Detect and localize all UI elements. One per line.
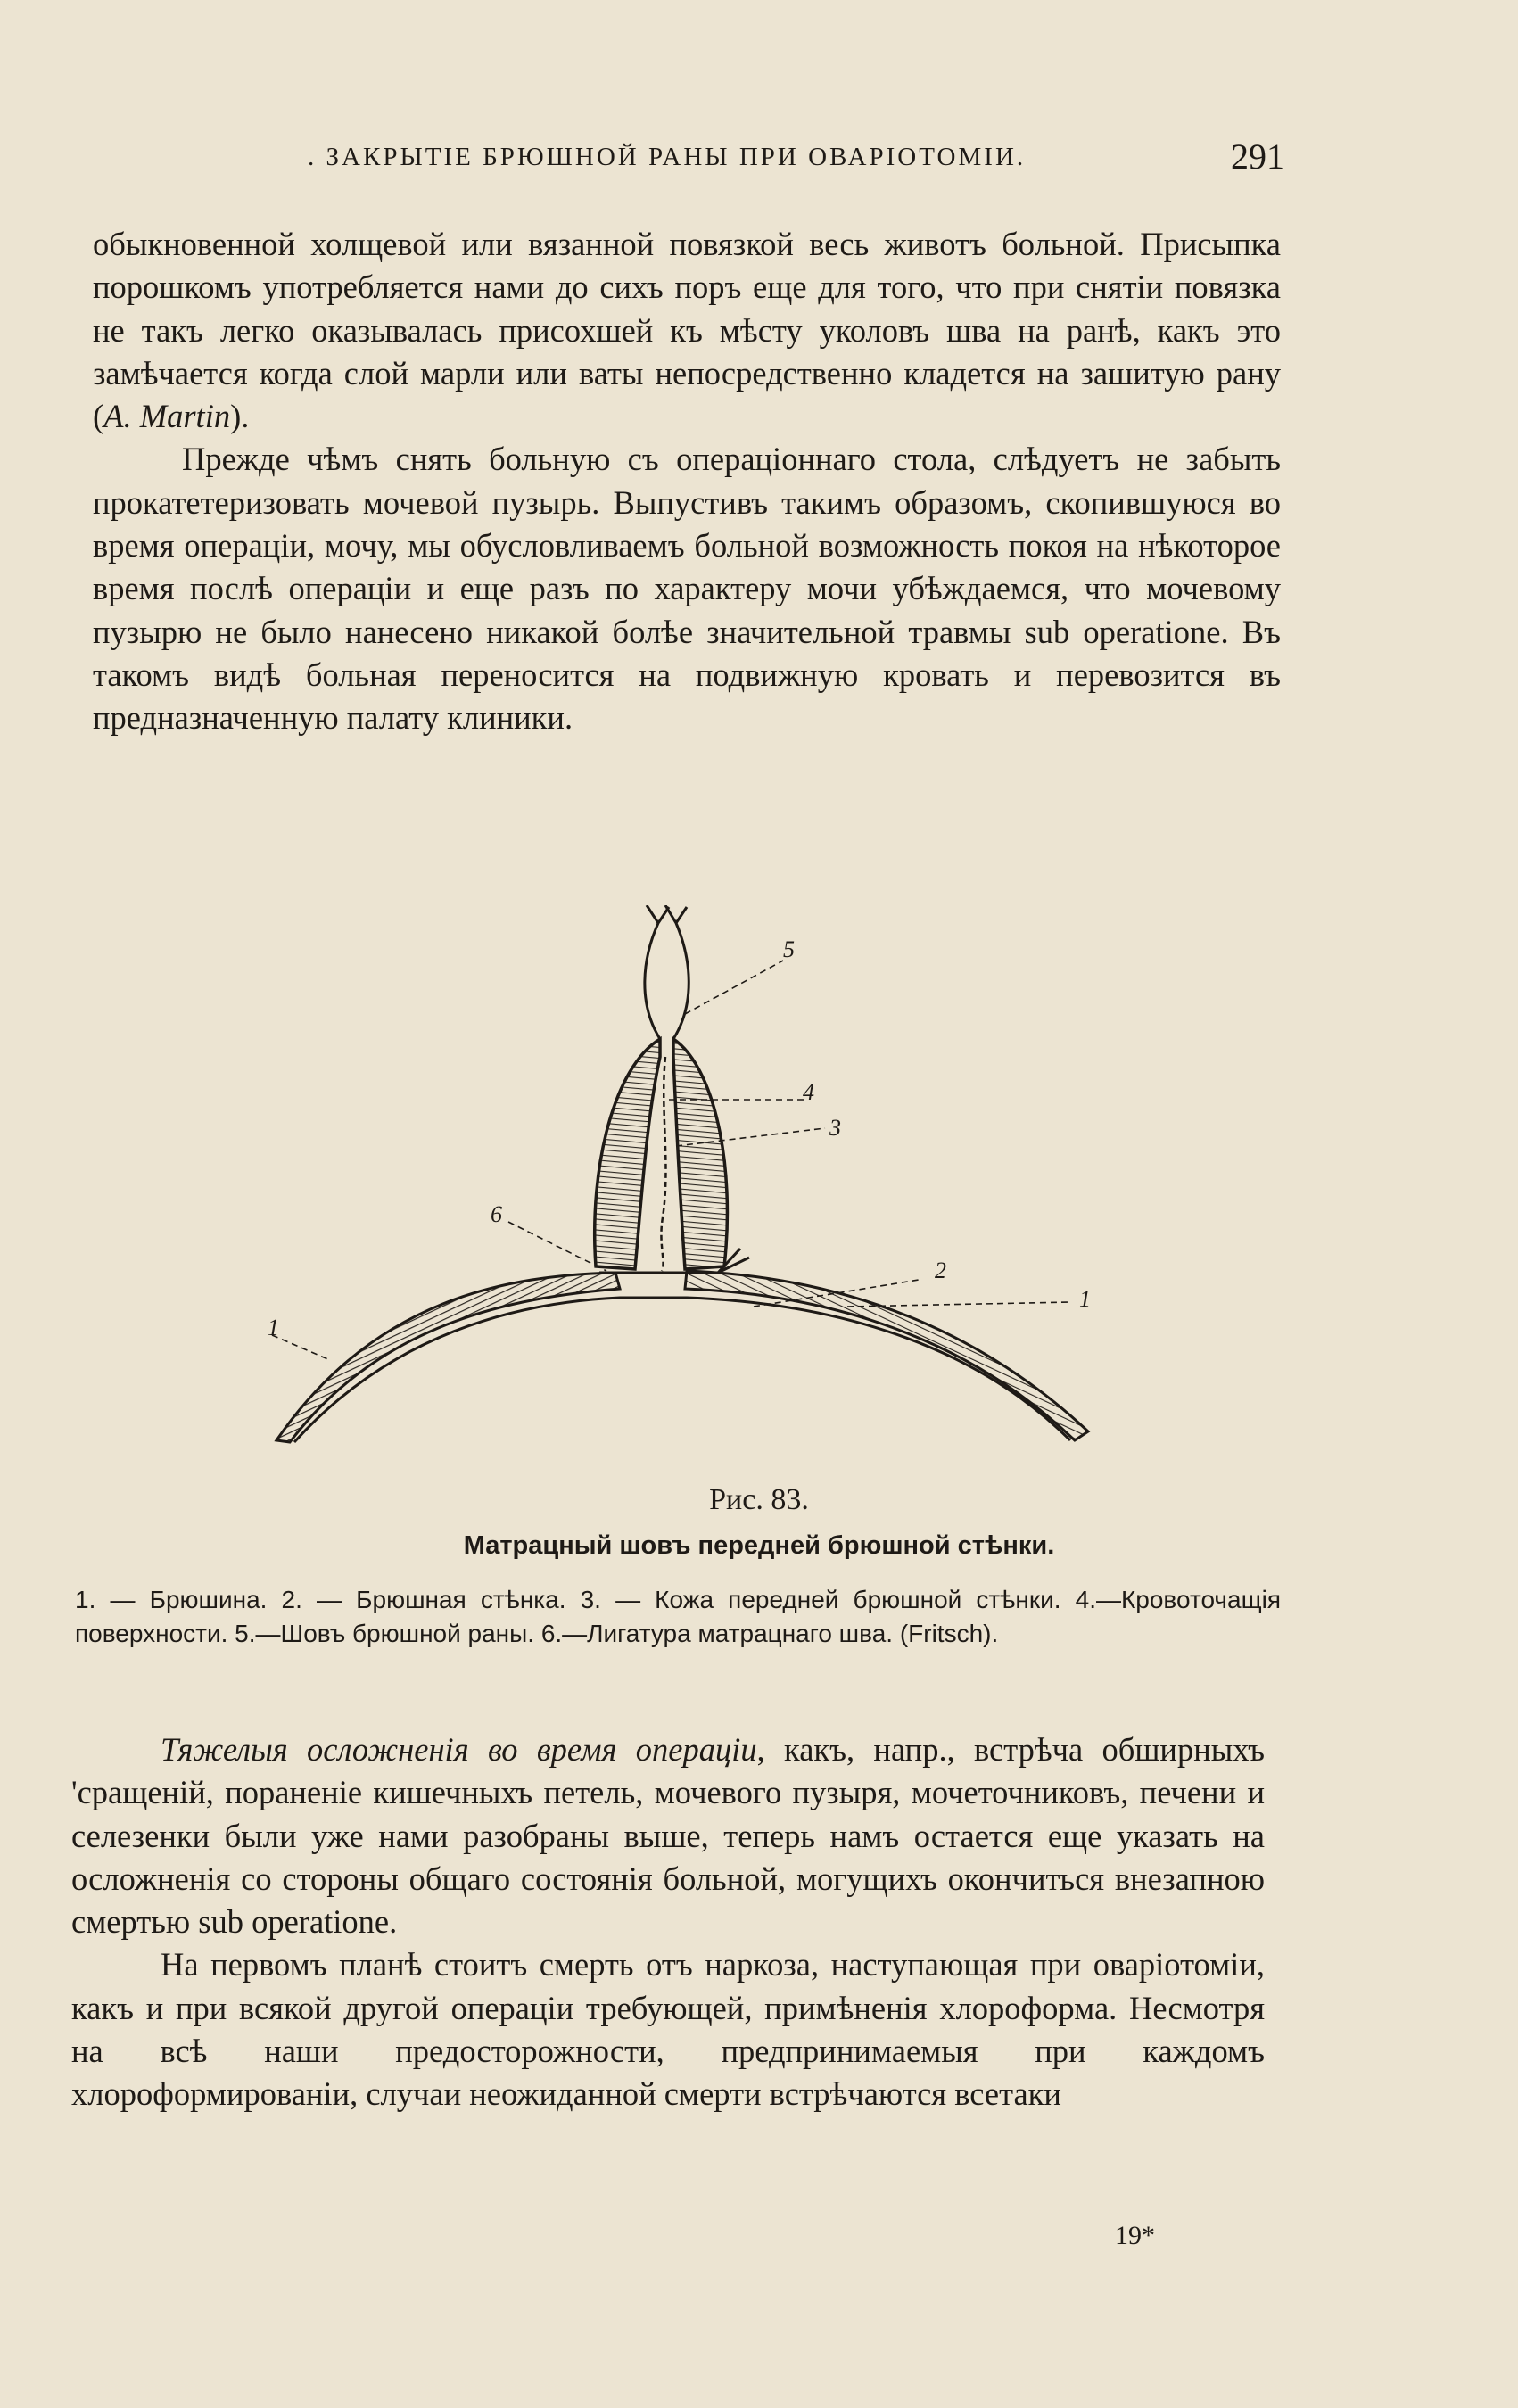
label-6: 6 <box>491 1201 502 1227</box>
paragraph-text: , какъ, напр., встрѣча обширныхъ 'сращеній, пораненіе кишечныхъ петель, мочевого пузыря, мочеточниковъ, печени и селезенки были уже нами разобраны выше, теперь намъ остается еще указать на осложненія со стороны общаго состоянія больной, могущихъ окончиться внезапною смертью sub operatione. <box>71 1731 1265 1941</box>
figure-83-illustration <box>268 905 1097 1467</box>
paragraph-text: обыкновенной холщевой или вязанной повязкой весь животъ больной. Присыпка порошкомъ употребляется нами до сихъ поръ еще для того, что при снятіи повязка не такъ легко оказывалась присохшей къ мѣсту уколовъ шва на ранѣ, какъ это замѣчается когда слой марли или ваты непосредственно кладется на зашитую рану ( <box>93 226 1281 435</box>
paragraph-text: Прежде чѣмъ снять больную съ операціоннаго стола, слѣдуетъ не забыть прокатетеризовать мочевой пузырь. Выпустивъ такимъ образомъ, скопившуюся во время операціи, мочу, мы обусловливаемъ больной возможность покоя на нѣкоторое время послѣ операціи и еще разъ по характеру мочи убѣждаемся, что мочевому пузырю не было нанесено никакой болѣе значительной травмы sub operatione. Въ такомъ видѣ больная переносится на подвижную кровать и перевозится въ предназначенную палату клиники. <box>93 441 1281 737</box>
wound-lip-left <box>595 1039 660 1269</box>
emphasis-text: Тяжелыя осложненія во время операціи <box>161 1731 757 1768</box>
emphasis-text: A. Martin <box>103 398 231 435</box>
figure-number: Рис. 83. <box>709 1483 809 1516</box>
mattress-suture-diagram <box>268 905 1097 1467</box>
signature-mark: 19* <box>1115 2221 1155 2250</box>
label-3: 3 <box>829 1115 841 1141</box>
paragraph <box>93 223 1281 438</box>
bottom-text-block <box>71 1728 1265 2116</box>
running-header-title: . ЗАКРЫТІЕ БРЮШНОЙ РАНЫ ПРИ ОВАРІОТОМІИ. <box>308 143 1027 171</box>
paragraph-text: ). <box>230 398 250 435</box>
label-1-left: 1 <box>268 1315 279 1340</box>
abdominal-wall-left <box>276 1273 620 1442</box>
page-number: 291 <box>1231 136 1284 177</box>
wound-suture <box>645 905 689 1039</box>
label-2: 2 <box>935 1258 946 1283</box>
paragraph-text: На первомъ планѣ стоитъ смерть отъ наркоза, наступающая при оваріотоміи, какъ и при всякой другой операціи требующей, примѣненія хлороформа. Несмотря на всѣ наши предосторожности, предпринимаемыя при каждомъ хлороформированіи, случаи неожиданной смерти встрѣчаются всетаки <box>71 1946 1265 2113</box>
bleeding-surface <box>661 1057 665 1271</box>
running-header <box>71 136 1284 187</box>
figure-title: Матрацный шовъ передней брюшной стѣнки. <box>463 1531 1055 1560</box>
figure-legend <box>75 1583 1281 1651</box>
figure-legend-text: 1. — Брюшина. 2. — Брюшная стѣнка. 3. — Кожа передней брюшной стѣнки. 4.—Кровоточащія поверхности. 5.—Шовъ брюшной раны. 6.—Лигатура матрацнаго шва. (Fritsch). <box>75 1586 1281 1647</box>
paragraph <box>71 1943 1265 2115</box>
label-4: 4 <box>803 1079 814 1105</box>
wound-lip-right <box>673 1039 727 1269</box>
label-1-right: 1 <box>1079 1286 1091 1312</box>
paragraph <box>93 438 1281 739</box>
top-text-block <box>93 223 1281 740</box>
paragraph <box>71 1728 1265 1943</box>
label-5: 5 <box>783 936 795 962</box>
abdominal-wall-right <box>685 1271 1088 1440</box>
